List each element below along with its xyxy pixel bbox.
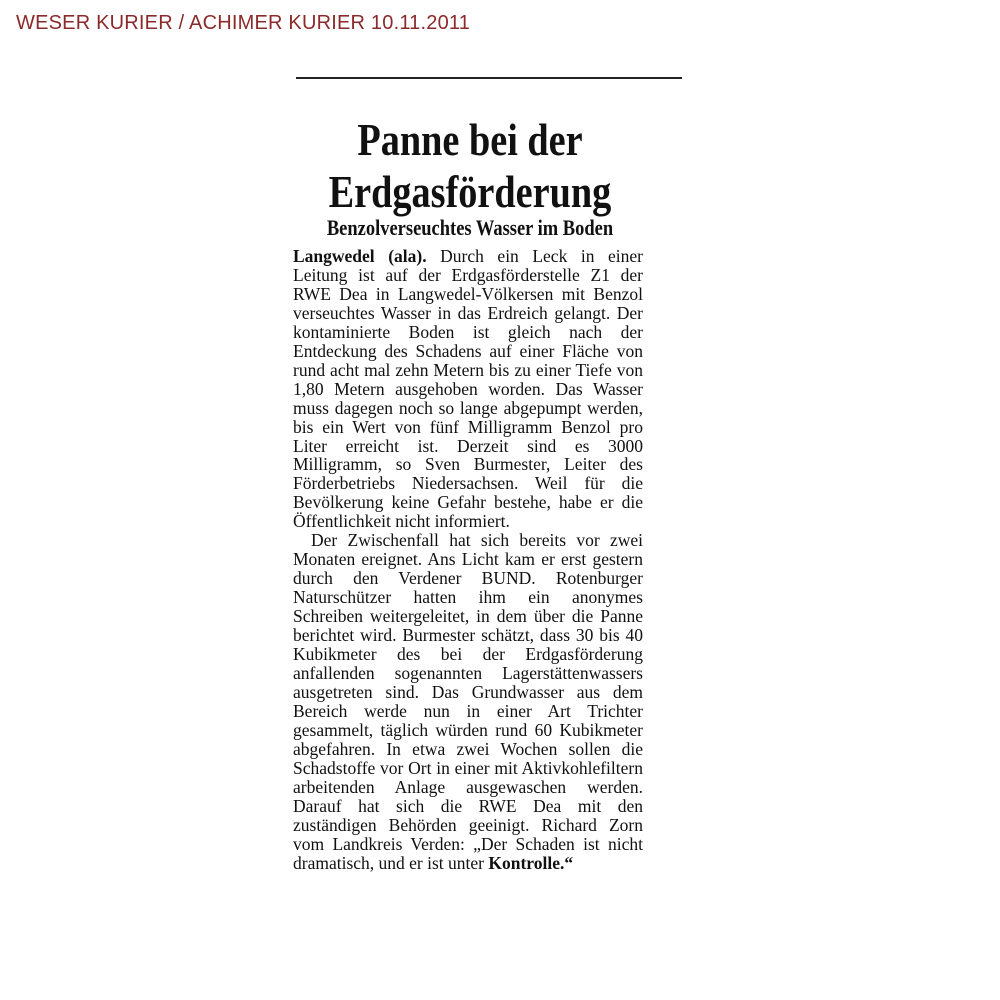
article-body xyxy=(293,247,643,872)
headline-line-2: Erdgasförderung xyxy=(328,167,612,217)
dateline: Langwedel (ala). xyxy=(293,246,427,266)
subheadline: Benzolverseuchtes Wasser im Boden xyxy=(326,215,614,240)
closing-bold-text: Kontrolle.“ xyxy=(488,852,574,873)
headline xyxy=(317,114,623,218)
headline-line-1: Panne bei der xyxy=(357,115,583,165)
paragraph-1 xyxy=(293,247,643,531)
top-rule xyxy=(296,77,682,79)
paragraph-2-text: Der Zwischenfall hat sich bereits vor zwei Monaten ereignet. Ans Licht kam er erst gestern durch den Verdener BUND. Rotenburger Naturschützer hatten ihm ein anonymes Schreiben weitergeleitet, in dem über die Panne berichtet wird. Burmester schätzt, dass 30 bis 40 Kubikmeter des bei der Erdgasförderung anfallenden sogenannten Lagerstättenwassers ausgetreten sind. Das Grundwasser aus dem Bereich werde nun in einer Art Trichter gesammelt, täglich würden rund 60 Kubikmeter abgefahren. In etwa zwei Wochen sollen die Schadstoffe vor Ort in einer mit Aktivkohlefiltern arbeitenden Anlage ausgewaschen werden. Darauf hat sich die RWE Dea mit den zuständigen Behörden geeinigt. Richard Zorn vom Landkreis Verden: „Der Schaden ist nicht dramatisch, und er ist unter xyxy=(293,530,643,873)
source-line: WESER KURIER / ACHIMER KURIER 10.11.2011 xyxy=(16,12,471,34)
paragraph-2 xyxy=(293,531,643,872)
paragraph-1-text: Durch ein Leck in einer Leitung ist auf der Erdgasförderstelle Z1 der RWE Dea in Langwedel-Völkersen mit Benzol verseuchtes Wasser in das Erdreich gelangt. Der kontaminierte Boden ist gleich nach der Entdeckung des Schadens auf einer Fläche von rund acht mal zehn Metern bis zu einer Tiefe von 1,80 Metern ausgehoben worden. Das Wasser muss dagegen noch so lange abgepumpt werden, bis ein Wert von fünf Milligramm Benzol pro Liter erreicht ist. Derzeit sind es 3000 Milligramm, so Sven Burmester, Leiter des Förderbetriebs Niedersachsen. Weil für die Bevölkerung keine Gefahr bestehe, habe er die Öffentlichkeit nicht informiert. xyxy=(293,246,643,532)
